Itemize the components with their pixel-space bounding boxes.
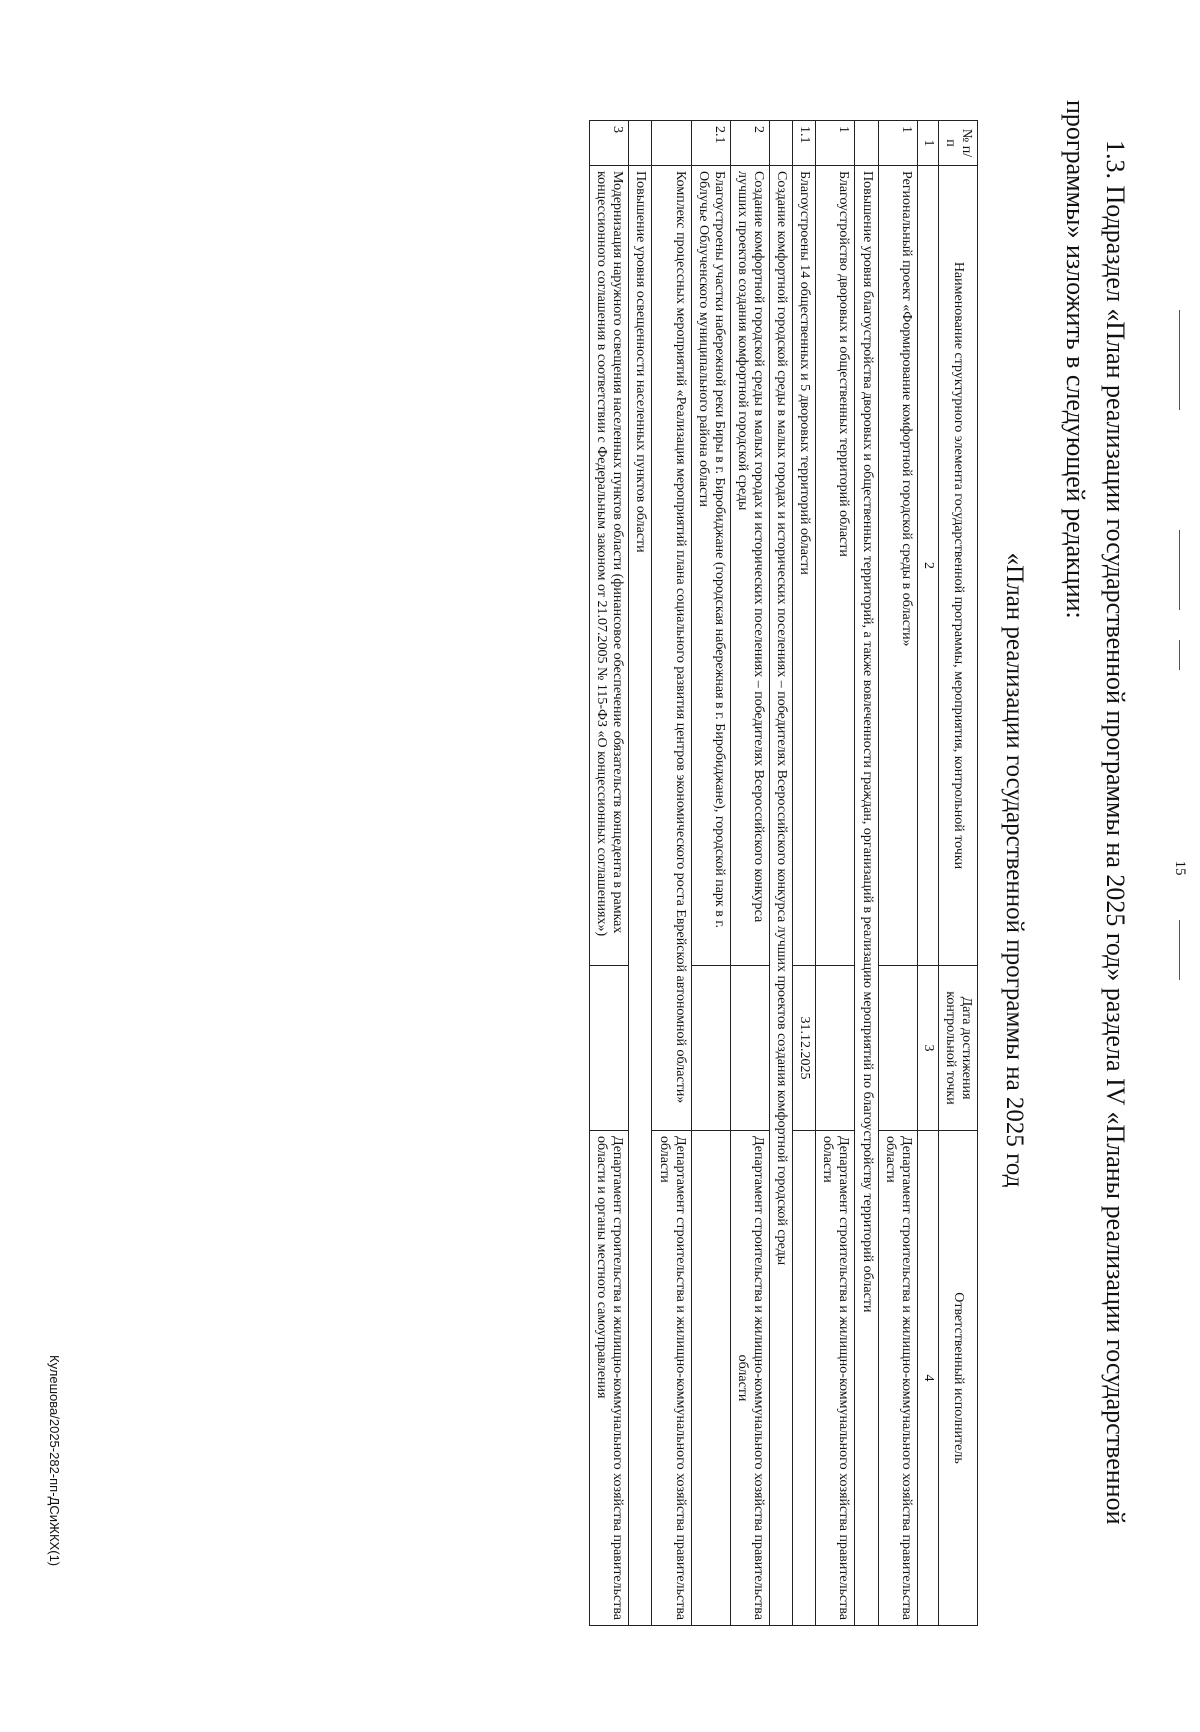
column-index: 1 <box>917 121 938 166</box>
row-number <box>629 121 652 166</box>
row-number: 2.1 <box>691 121 730 166</box>
row-date <box>730 966 769 1131</box>
row-element-name: Комплекс процессных мероприятий «Реализация мероприятий плана социального развития центров экономического роста Еврейской автономной области» <box>652 166 691 1131</box>
row-element-name: Благоустройство дворовых и общественных территорий области <box>816 166 855 966</box>
row-responsible: Департамент строительства и жилищно-коммунального хозяйства правительства области <box>816 1131 855 1626</box>
row-number <box>652 121 691 166</box>
row-number: 1 <box>878 121 917 166</box>
row-element-name: Модернизация наружного освещения населенных пунктов области (финансовое обеспечение обязательств концедента в рамках концессионного соглашения в соответствии с Федеральным законом от 21.07.2005 № 115-ФЗ «О концессионных соглашениях») <box>590 166 629 966</box>
row-element-name: Повышение уровня освещенности населенных пунктов области <box>629 166 652 1626</box>
row-responsible: Департамент строительства и жилищно-коммунального хозяйства правительства области <box>652 1131 691 1626</box>
scan-artifact-line <box>1179 310 1180 410</box>
row-task-text: Создание комфортной городской среды в малых городах и исторических поселениях – победителях Всероссийского конкурса лучших проектов создания комфортной городской среды <box>770 166 793 1626</box>
table-row <box>878 121 917 1626</box>
table-row <box>629 121 652 1626</box>
table-row <box>652 121 691 1626</box>
implementation-plan-table <box>589 120 978 1626</box>
row-responsible <box>793 1131 816 1626</box>
document-code: Кулешова/2025-282-пп-ДСиЖКХ(1) <box>47 1355 62 1567</box>
row-responsible: Департамент строительства и жилищно-коммунального хозяйства правительства области и органы местного самоуправления <box>590 1131 629 1626</box>
row-number: 3 <box>590 121 629 166</box>
scan-artifact-line <box>1179 640 1180 670</box>
plan-title: «План реализации государственной программы на 2025 год <box>1001 552 1028 1188</box>
column-index: 2 <box>917 166 938 966</box>
row-element-name: Создание комфортной городской среды в малых городах и исторических поселениях – победителях Всероссийского конкурса лучших проектов создания комфортной городской среды <box>730 166 769 966</box>
table-row <box>793 121 816 1626</box>
table-row <box>590 121 629 1626</box>
row-responsible <box>691 1131 730 1626</box>
row-number: 1 <box>816 121 855 166</box>
row-number: 1.1 <box>793 121 816 166</box>
scan-artifact-line <box>1179 530 1180 610</box>
row-date <box>590 966 629 1131</box>
header-date: Дата достижения контрольной точки <box>938 966 977 1131</box>
table-row-task <box>770 121 793 1626</box>
scan-artifact-line <box>1179 920 1180 980</box>
column-index: 4 <box>917 1131 938 1626</box>
row-element-name: Благоустроены 14 общественных и 5 дворовых территорий области <box>793 166 816 966</box>
row-number: 2 <box>730 121 769 166</box>
row-responsible: Департамент строительства и жилищно-коммунального хозяйства правительства области <box>878 1131 917 1626</box>
page-number: 15 <box>1172 860 1188 876</box>
row-task-text: Повышение уровня благоустройства дворовых и общественных территорий, а также вовлеченности граждан, организаций в реализацию мероприятий по благоустройству территорий области <box>855 166 878 1626</box>
row-date <box>691 966 730 1131</box>
header-responsible: Ответственный исполнитель <box>938 1131 977 1626</box>
row-date <box>816 966 855 1131</box>
column-index-row <box>917 121 938 1626</box>
row-element-name: Региональный проект «Формирование комфортной городской среды в области» <box>878 166 917 966</box>
table-row <box>730 121 769 1626</box>
row-element-name: Благоустроены участки набережной реки Биры в г. Биробиджане (городская набережная в г. Биробиджане), городской парк в г. Облучье Облученского муниципального района области <box>691 166 730 966</box>
table-row <box>816 121 855 1626</box>
row-date <box>878 966 917 1131</box>
table-row <box>691 121 730 1626</box>
row-date: 31.12.2025 <box>793 966 816 1131</box>
column-index: 3 <box>917 966 938 1131</box>
header-number: № п/п <box>938 121 977 166</box>
section-heading-line-1: 1.3. Подраздел «План реализации государственной программы на 2025 год» раздела IV «Планы реализации государственной <box>1101 140 1130 1525</box>
header-element-name: Наименование структурного элемента государственной программы, мероприятия, контрольной точки <box>938 166 977 966</box>
section-heading-line-2: программы» изложить в следующей редакции: <box>1061 100 1090 619</box>
row-responsible: Департамент строительства и жилищно-коммунального хозяйства правительства области <box>730 1131 769 1626</box>
table-header-row <box>938 121 977 1626</box>
row-number <box>855 121 878 166</box>
row-number <box>770 121 793 166</box>
table-row-task <box>855 121 878 1626</box>
